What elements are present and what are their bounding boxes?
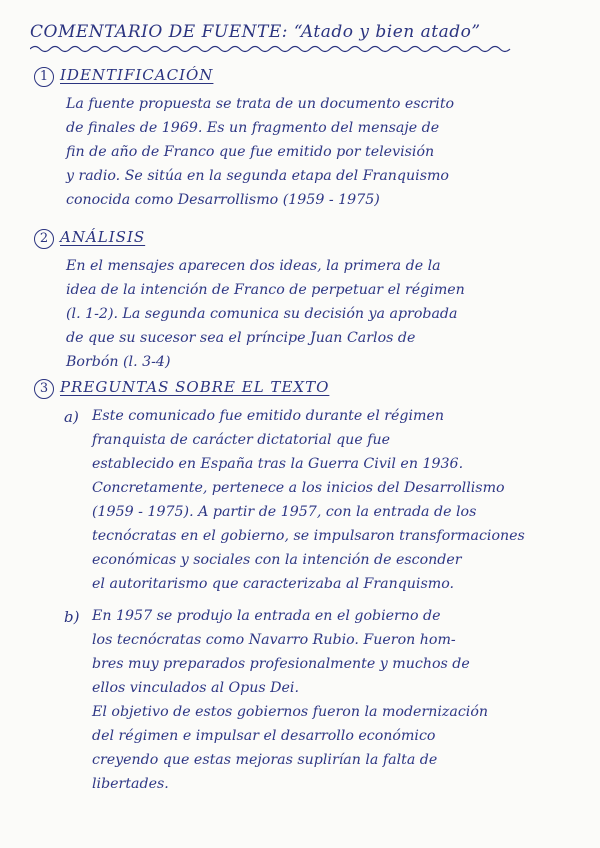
section-title: IDENTIFICACIÓN <box>60 66 214 84</box>
text-line: económicas y sociales con la intención de esconder <box>92 552 462 568</box>
text-line: Este comunicado fue emitido durante el régimen <box>92 408 445 424</box>
text-line: los tecnócratas como Navarro Rubio. Fueron hom- <box>92 632 456 648</box>
section-number-badge: 3 <box>34 379 54 399</box>
text-line: creyendo que estas mejoras suplirían la falta de <box>92 752 438 768</box>
text-line: En 1957 se produjo la entrada en el gobierno de <box>92 608 441 624</box>
section-title: ANÁLISIS <box>60 228 146 246</box>
section-number-badge: 1 <box>34 67 54 87</box>
text-line: libertades. <box>92 776 169 792</box>
text-line: El objetivo de estos gobiernos fueron la modernización <box>92 704 489 720</box>
page-title: COMENTARIO DE FUENTE: “Atado y bien atado” <box>30 22 481 42</box>
text-line: de finales de 1969. Es un fragmento del mensaje de <box>66 120 440 136</box>
section-preguntas-heading <box>34 378 329 399</box>
text-line: de que su sucesor sea el príncipe Juan Carlos de <box>66 330 416 346</box>
section-analisis-text <box>66 254 465 374</box>
question-a-answer <box>92 404 525 596</box>
section-analisis-heading <box>34 228 145 249</box>
question-b-answer <box>92 604 488 796</box>
text-line: fin de año de Franco que fue emitido por televisión <box>66 144 435 160</box>
question-a-label: a) <box>64 408 79 426</box>
text-line: Concretamente, pertenece a los inicios del Desarrollismo <box>92 480 505 496</box>
question-b-label: b) <box>64 608 80 626</box>
section-identificacion-text <box>66 92 454 212</box>
text-line: (l. 1-2). La segunda comunica su decisión ya aprobada <box>66 306 458 322</box>
text-line: franquista de carácter dictatorial que fue <box>92 432 391 448</box>
text-line: idea de la intención de Franco de perpetuar el régimen <box>66 282 465 298</box>
title-wavy-underline <box>30 44 520 54</box>
text-line: Borbón (l. 3-4) <box>66 354 171 370</box>
text-line: La fuente propuesta se trata de un documento escrito <box>66 96 455 112</box>
text-line: (1959 - 1975). A partir de 1957, con la entrada de los <box>92 504 477 520</box>
section-identificacion-heading <box>34 66 213 87</box>
text-line: el autoritarismo que caracterizaba al Franquismo. <box>92 576 455 592</box>
text-line: conocida como Desarrollismo (1959 - 1975) <box>66 192 380 208</box>
section-number-badge: 2 <box>34 229 54 249</box>
text-line: ellos vinculados al Opus Dei. <box>92 680 299 696</box>
text-line: bres muy preparados profesionalmente y muchos de <box>92 656 470 672</box>
section-title: PREGUNTAS SOBRE EL TEXTO <box>60 378 330 396</box>
text-line: y radio. Se sitúa en la segunda etapa del Franquismo <box>66 168 449 184</box>
text-line: del régimen e impulsar el desarrollo económico <box>92 728 436 744</box>
text-line: establecido en España tras la Guerra Civil en 1936. <box>92 456 464 472</box>
text-line: tecnócratas en el gobierno, se impulsaron transformaciones <box>92 528 525 544</box>
text-line: En el mensajes aparecen dos ideas, la primera de la <box>66 258 441 274</box>
